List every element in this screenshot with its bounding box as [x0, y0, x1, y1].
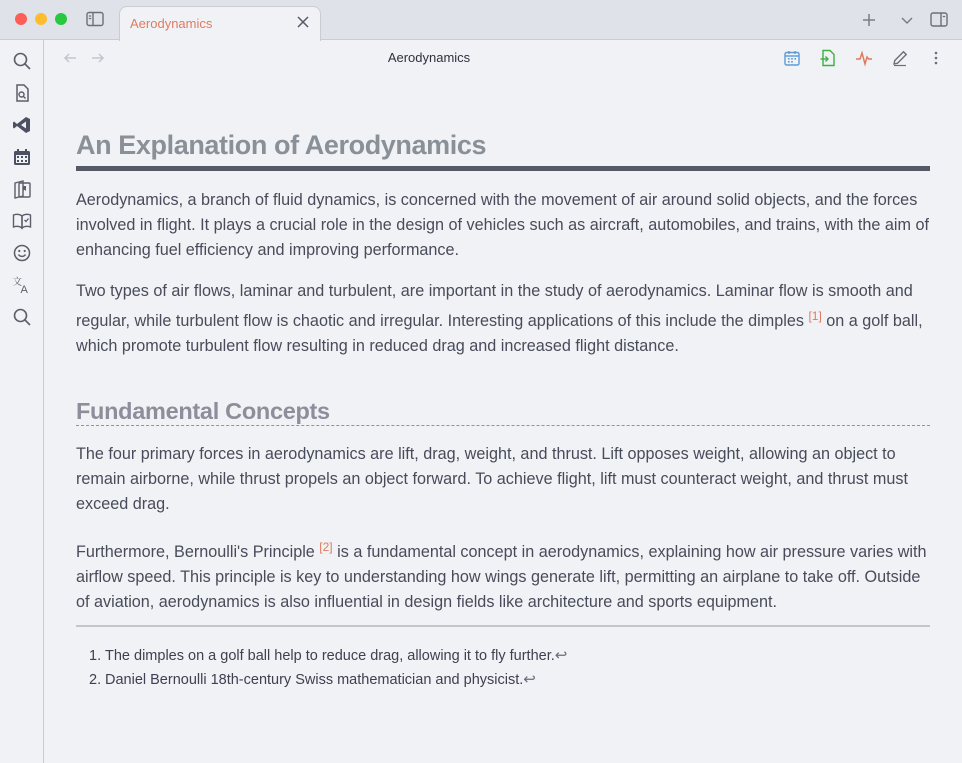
- close-icon[interactable]: [296, 15, 310, 29]
- bookmark-icon[interactable]: [12, 179, 32, 199]
- footnote-number: 1.: [89, 648, 102, 664]
- paragraph-4: [76, 535, 932, 615]
- chevron-down-icon[interactable]: [898, 11, 916, 29]
- close-window-button[interactable]: [15, 13, 27, 25]
- footnote-ref-1[interactable]: [1]: [808, 309, 822, 323]
- search-icon[interactable]: [12, 51, 32, 71]
- edit-icon[interactable]: [891, 49, 909, 67]
- paragraph-3: The four primary forces in aerodynamics are lift, drag, weight, and thrust. Lift opposes weight, allowing an object to remain airborne, while thrust propels an object forward. To achieve flight, lift must counteract weight, and thrust must exceed drag.: [76, 445, 908, 513]
- maximize-window-button[interactable]: [55, 13, 67, 25]
- sidebar-toggle-icon[interactable]: [86, 11, 104, 27]
- footnote-number: 2.: [89, 672, 102, 688]
- paragraph-2-text-end: on a golf ball, which promote turbulent flow resulting in reduced drag and increased flight distance.: [76, 312, 923, 355]
- footnote-item: [89, 644, 568, 668]
- calendar-icon[interactable]: [12, 147, 32, 167]
- tab-aerodynamics[interactable]: [119, 6, 321, 41]
- document: [76, 126, 930, 688]
- footnote-ref-2[interactable]: [2]: [319, 540, 333, 554]
- export-file-icon[interactable]: [819, 49, 837, 67]
- minimize-window-button[interactable]: [35, 13, 47, 25]
- footnote-text: Daniel Bernoulli 18th-century Swiss mathematician and physicist.: [105, 672, 524, 688]
- section-heading-underline: [76, 425, 930, 426]
- paragraph-2: [76, 279, 932, 359]
- svg-text:文: 文: [12, 277, 23, 288]
- left-ribbon: [0, 40, 44, 763]
- footnote-backref-icon[interactable]: ↩: [523, 671, 536, 688]
- paragraph-2-text: Two types of air flows, laminar and turbulent, are important in the study of aerodynamics. Laminar flow is smooth and regular, while turbulent flow is chaotic and irregular. Interesting applications of this include the dimples: [76, 282, 913, 330]
- translate-icon[interactable]: [12, 275, 32, 295]
- svg-text:A: A: [20, 284, 28, 295]
- title-bar: [0, 0, 962, 40]
- paragraph-1: Aerodynamics, a branch of fluid dynamics, is concerned with the movement of air around solid objects, and the forces involved in flight. It plays a crucial role in the design of vehicles such as aircraft, automobiles, and trains, with the aim of enhancing fuel efficiency and improving performance.: [76, 191, 929, 259]
- reading-icon[interactable]: [12, 211, 32, 231]
- search-alt-icon[interactable]: [12, 307, 32, 327]
- footnotes-list: [89, 644, 568, 692]
- document-title: An Explanation of Aerodynamics: [76, 130, 487, 160]
- forward-arrow-icon[interactable]: [90, 50, 106, 66]
- paragraph-4-text-end: is a fundamental concept in aerodynamics, explaining how air pressure varies with airflow speed. This principle is key to understanding how wings generate lift, permitting an airplane to take off. Outside of aviation, aerodynamics is also influential in design fields like architecture and sports equipment.: [76, 543, 927, 611]
- file-search-icon[interactable]: [12, 83, 32, 103]
- more-options-icon[interactable]: [927, 49, 945, 67]
- right-sidebar-toggle-icon[interactable]: [930, 11, 948, 29]
- footnotes-divider: [76, 625, 930, 627]
- back-arrow-icon[interactable]: [62, 50, 78, 66]
- footnote-text: The dimples on a golf ball help to reduce drag, allowing it to fly further.: [105, 648, 555, 664]
- title-underline: [76, 166, 930, 171]
- smiley-icon[interactable]: [12, 243, 32, 263]
- footnote-backref-icon[interactable]: ↩: [554, 647, 568, 664]
- tab-title: Aerodynamics: [130, 16, 213, 31]
- view-title: Aerodynamics: [387, 50, 471, 65]
- footnote-item: [89, 668, 567, 692]
- calendar-icon[interactable]: [783, 49, 801, 67]
- new-tab-icon[interactable]: [860, 11, 878, 29]
- vscode-icon[interactable]: [12, 115, 32, 135]
- activity-icon[interactable]: [855, 49, 873, 67]
- paragraph-4-text: Furthermore, Bernoulli's Principle: [76, 543, 320, 561]
- section-heading: Fundamental Concepts: [76, 398, 330, 424]
